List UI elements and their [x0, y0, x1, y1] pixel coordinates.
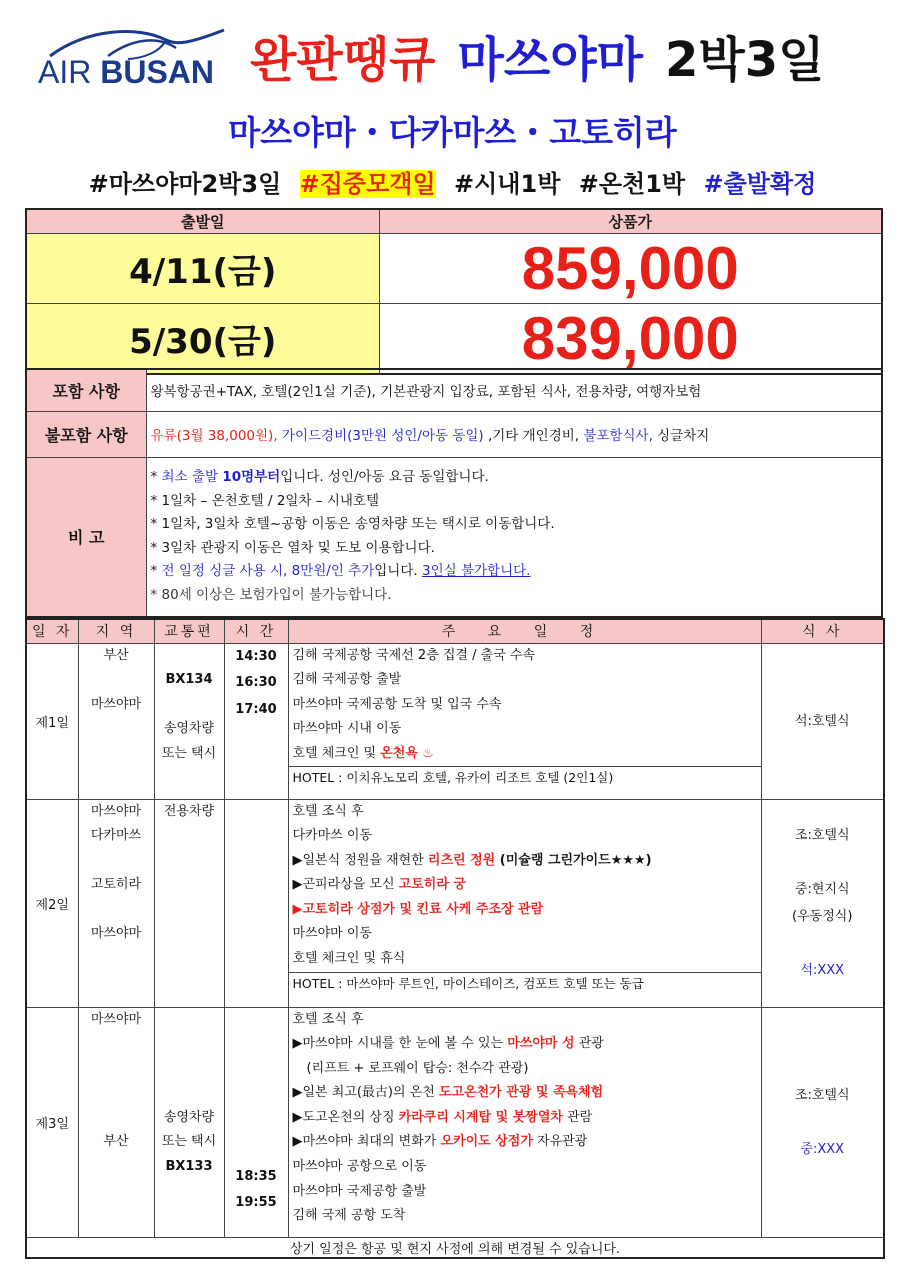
note-item: * 1일차, 3일차 호텔~공항 이동은 송영차량 또는 택시로 이동합니다. [150, 516, 555, 533]
note-item [151, 560, 882, 584]
meal: (우동정식) [792, 909, 853, 924]
note-min-start: 최소 출발 [161, 468, 223, 485]
transport-cell [154, 1007, 224, 1237]
col-transport: 교통편 [154, 619, 224, 643]
transport: 송영차량 [163, 1109, 215, 1125]
table-row [26, 643, 884, 799]
logo-busan: BUSAN [100, 54, 215, 90]
included-text: 왕복항공권+TAX, 호텔(2인1실 기준), 기본관광지 입장료, 포함된 식사, 전용차량, 여행자보험 [146, 369, 882, 411]
air-busan-logo [38, 26, 223, 92]
excluded-personal: ,기타 개인경비, [483, 428, 584, 444]
departure-date: 4/11(금) [26, 233, 379, 303]
note-bullet: * [150, 468, 162, 485]
item-highlight: 리츠린 정원 [427, 852, 496, 868]
itinerary-item: 마쓰야마 국제공항 도착 및 입국 수속 [292, 696, 502, 712]
excluded-text [146, 411, 882, 457]
header [0, 0, 905, 210]
meal: 조:호텔식 [794, 828, 850, 843]
time: 18:35 [235, 1168, 277, 1184]
hashtag: #온천1박 [578, 170, 686, 198]
region: 부산 [103, 647, 129, 663]
onsen-text: 온천욕 [380, 745, 418, 761]
itinerary-cell [288, 643, 761, 799]
excluded-guide: 가이드경비(3만원 성인/아동 동일) [277, 428, 484, 444]
excluded-label: 불포함 사항 [26, 411, 146, 457]
excluded-single: 싱글차지 [652, 428, 710, 444]
region: 다카마쓰 [90, 828, 142, 844]
item-text: 관람 [562, 1109, 593, 1125]
col-region: 지 역 [78, 619, 154, 643]
itinerary-item: 호텔 체크인 및 휴식 [292, 951, 406, 967]
region: 마쓰야마 [90, 696, 142, 712]
transport: 전용차량 [163, 803, 215, 819]
title-duration: 2박3일 [664, 32, 825, 88]
hot-spring-icon: ♨ [422, 745, 434, 761]
item-highlight: 마쓰야마 성 [507, 1036, 575, 1052]
time: 14:30 [235, 648, 277, 664]
col-itinerary: 주 요 일 정 [288, 619, 761, 643]
product-price: 839,000 [379, 303, 882, 374]
time-cell [224, 1007, 288, 1237]
meal-cell [761, 643, 884, 799]
meal: 조:호텔식 [794, 1087, 850, 1103]
time-cell [224, 643, 288, 799]
itinerary-item: ▶고토히라 상점가 및 킨료 사케 주조장 관람 [292, 901, 544, 917]
meal: 중:XXX [800, 1141, 845, 1157]
item-highlight: 도고온천가 관광 및 족욕체험 [438, 1085, 604, 1101]
note-rest: 입니다. 성인/아동 요금 동일합니다. [280, 468, 489, 485]
hashtag-highlight: #집중모객일 [299, 170, 436, 198]
price-header-date: 출발일 [26, 209, 379, 233]
note-min-count: 10명부터 [222, 468, 281, 485]
hashtag: #시내1박 [454, 170, 561, 198]
hashtag: #마쓰야마2박3일 [88, 170, 282, 198]
logo-text [38, 54, 214, 91]
notes-label: 비 고 [26, 457, 146, 617]
day-label: 제1일 [26, 643, 78, 799]
transport-cell [154, 643, 224, 799]
item-text: ▶마쓰야마 시내를 한 눈에 볼 수 있는 [292, 1036, 508, 1052]
transport: 송영차량 [163, 721, 215, 737]
departure-date: 5/30(금) [26, 303, 379, 374]
meal: 석:XXX [800, 963, 845, 978]
day-label: 제2일 [26, 799, 78, 1007]
price-row [26, 303, 882, 374]
item-text: ▶마쓰야마 최대의 변화가 [292, 1134, 441, 1150]
item-text: 관광 [574, 1036, 604, 1052]
col-time: 시 간 [224, 619, 288, 643]
region-cell [78, 1007, 154, 1237]
itinerary-item: 김해 국제공항 출발 [292, 672, 402, 688]
time-cell [224, 799, 288, 1007]
region: 부산 [103, 1134, 129, 1150]
flight-number: BX134 [165, 672, 213, 688]
hotel-info: HOTEL : 마쓰야마 루트인, 마이스테이즈, 컴포트 호텔 또는 동급 [289, 972, 761, 995]
hotel-info: HOTEL : 이치유노모리 호텔, 유카이 리조트 호텔 (2인1실) [289, 766, 761, 789]
itinerary-item [293, 873, 761, 898]
item-highlight: 카라쿠리 시계탑 및 봇짱열차 [398, 1109, 563, 1125]
notes-list [146, 457, 882, 617]
note-bullet: * [150, 563, 162, 580]
meal: 석:호텔식 [794, 713, 850, 729]
itinerary-item [293, 1081, 761, 1106]
item-text: ▶일본 최고(最古)의 온천 [292, 1085, 439, 1101]
region-cell [78, 799, 154, 1007]
transport: 또는 택시 [161, 1134, 217, 1150]
itinerary-item [293, 1032, 761, 1057]
checkin-text: 호텔 체크인 및 [292, 745, 381, 761]
itinerary-item [293, 1130, 761, 1155]
meal: 중:현지식 [794, 882, 850, 897]
itinerary-item: 다카마쓰 이동 [292, 828, 372, 844]
item-highlight: 고토히라 궁 [398, 877, 466, 893]
itinerary-item [293, 849, 761, 874]
day-label: 제3일 [26, 1007, 78, 1237]
region-cell [78, 643, 154, 799]
region: 마쓰야마 [90, 926, 142, 942]
schedule-footer-note: 상기 일정은 항공 및 현지 사정에 의해 변경될 수 있습니다. [26, 1237, 884, 1258]
note-rest: 입니다. [374, 563, 422, 580]
page-title [250, 28, 825, 92]
itinerary-item [293, 742, 761, 767]
note-item: * 80세 이상은 보험가입이 불가능합니다. [150, 586, 392, 603]
info-table [25, 368, 883, 618]
itinerary-item: 마쓰야마 이동 [292, 926, 372, 942]
note-item: * 3일차 관광지 이동은 열차 및 도보 이용합니다. [150, 539, 435, 556]
excluded-meals: 불포함식사, [583, 428, 653, 444]
product-price: 859,000 [379, 233, 882, 303]
itinerary-cell [288, 1007, 761, 1237]
title-sellout: 완판땡큐 [250, 32, 436, 88]
excluded-fuel: 유류(3월 38,000원), [150, 428, 278, 444]
region: 마쓰야마 [90, 1011, 142, 1027]
col-meal: 식 사 [761, 619, 884, 643]
itinerary-item: 호텔 조식 후 [292, 1011, 364, 1027]
col-day: 일 자 [26, 619, 78, 643]
itinerary-item: 마쓰야마 국제공항 출발 [292, 1183, 427, 1199]
footer-row [26, 1237, 884, 1258]
note-item [151, 466, 882, 490]
route-subtitle: 마쓰야마・다카마쓰・고토히라 [228, 113, 677, 152]
time: 19:55 [235, 1194, 277, 1210]
logo-air: AIR [38, 54, 101, 90]
itinerary-item: (리프트 + 로프웨이 탑승: 천수각 관광) [306, 1060, 529, 1076]
item-text: ▶일본식 정원을 재현한 [292, 852, 428, 868]
included-label: 포함 사항 [26, 369, 146, 411]
item-highlight: 오카이도 상점가 [440, 1134, 533, 1150]
flight-number: BX133 [165, 1159, 213, 1175]
schedule-table [25, 618, 885, 1259]
table-row [26, 799, 884, 1007]
item-text: 자유관광 [532, 1134, 588, 1150]
time: 16:30 [235, 675, 277, 690]
meal-cell [761, 799, 884, 1007]
transport-cell [154, 799, 224, 1007]
itinerary-item [293, 1106, 761, 1131]
hashtags [0, 166, 905, 202]
itinerary-cell [288, 799, 761, 1007]
itinerary-item: 마쓰야마 시내 이동 [292, 721, 402, 737]
region: 마쓰야마 [90, 803, 142, 819]
price-table [25, 208, 883, 375]
transport: 또는 택시 [161, 745, 217, 761]
itinerary-item: 호텔 조식 후 [292, 803, 364, 819]
itinerary-item: 김해 국제 공항 도착 [292, 1208, 406, 1224]
note-item: * 1일차 – 온천호텔 / 2일차 – 시내호텔 [150, 492, 380, 509]
meal-cell [761, 1007, 884, 1237]
region: 고토히라 [90, 877, 142, 893]
item-text: ▶곤피라상을 모신 [292, 877, 399, 893]
hashtag-confirmed: #출발확정 [703, 170, 817, 198]
price-header-price: 상품가 [379, 209, 882, 233]
note-triple-unavailable: 3인실 불가합니다. [421, 563, 531, 580]
itinerary-item: 김해 국제공항 국제선 2층 집결 / 출국 수속 [292, 647, 536, 663]
note-single-charge: 전 일정 싱글 사용 시, 8만원/인 추가 [161, 563, 375, 580]
title-destination: 마쓰야마 [457, 32, 643, 88]
table-row [26, 1007, 884, 1237]
price-row [26, 233, 882, 303]
schedule-header-row [26, 619, 884, 643]
item-text: (미슐랭 그린가이드★★★) [495, 852, 652, 868]
itinerary-item: 마쓰야마 공항으로 이동 [292, 1159, 427, 1175]
time: 17:40 [235, 701, 277, 717]
item-text: ▶도고온천의 상징 [292, 1109, 399, 1125]
